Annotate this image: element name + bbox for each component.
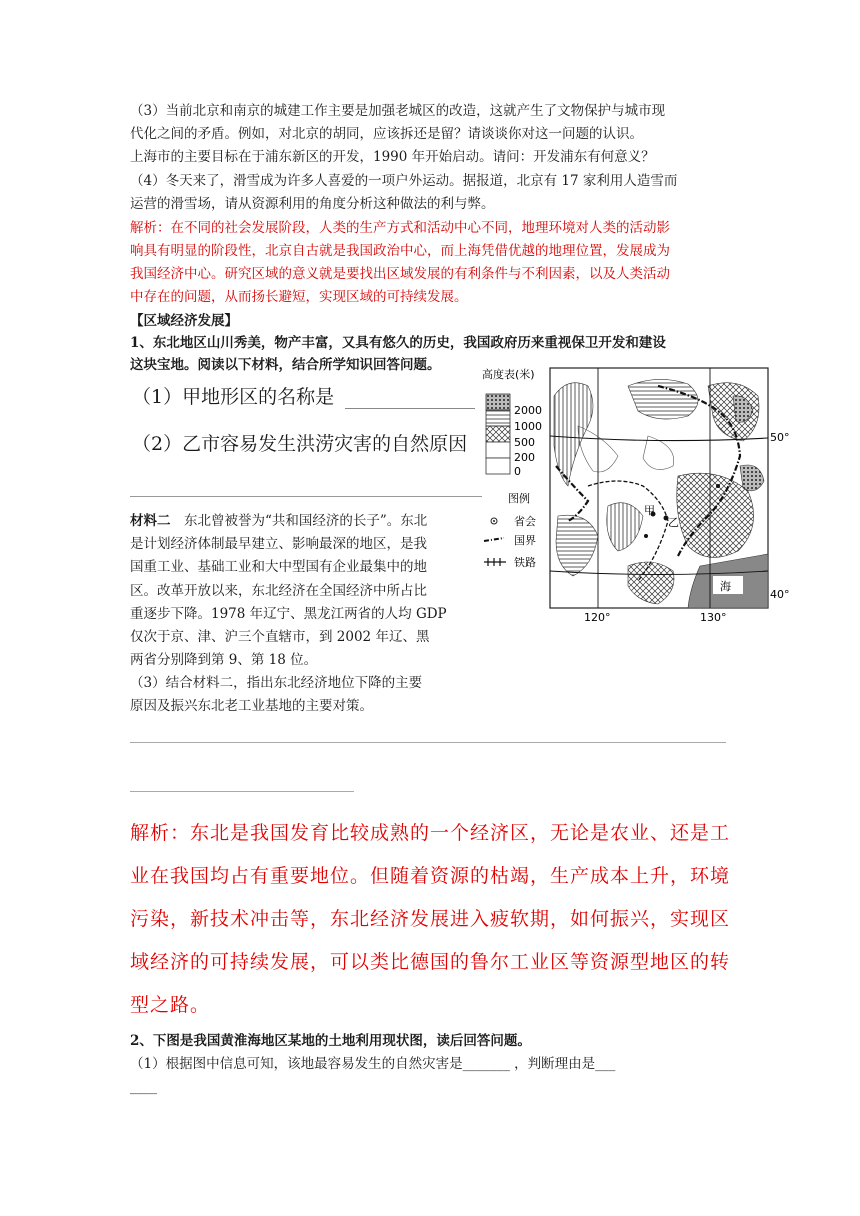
elevation-0: 0 xyxy=(514,465,521,478)
legend-railway: 铁路 xyxy=(514,556,536,569)
legend-capital: 省会 xyxy=(514,515,536,528)
sub-question-1: （1）甲地形区的名称是 xyxy=(132,386,335,408)
city-marker-4 xyxy=(716,484,720,488)
elevation-200: 200 xyxy=(514,451,535,464)
material-2-line-2: 是计划经济体制最早建立、影响最深的地区，是我 xyxy=(130,536,427,552)
legend-border: 国界 xyxy=(514,534,536,547)
question-2-line-2: （1）根据图中信息可知，该地最容易发生的自然灾害是_______ ，判断理由是___ xyxy=(130,1056,616,1072)
analysis-2-line-2: 业在我国均占有重要地位。但随着资源的枯竭，生产成本上升，环境 xyxy=(130,865,731,887)
elevation-swatch-1000 xyxy=(486,410,510,426)
material-2-line-1 xyxy=(130,510,427,534)
analysis-2-line-3: 污染，新技术冲击等，东北经济发展进入疲软期，如何振兴，实现区 xyxy=(130,908,731,930)
elevation-2000: 2000 xyxy=(514,404,542,417)
material-2-label: 材料二 xyxy=(130,513,171,529)
elevation-swatch-2000 xyxy=(486,394,510,410)
material-2-line-1-text: 东北曾被誉为“共和国经济的长子”。东北 xyxy=(170,513,428,529)
legend-title: 图例 xyxy=(508,492,530,505)
answer-line-1[interactable] xyxy=(130,742,726,743)
elevation-swatch-0 xyxy=(486,458,510,474)
elevation-500: 500 xyxy=(514,436,535,449)
label-yi: 乙 xyxy=(668,516,679,529)
question-1-line-1: 1、东北地区山川秀美，物产丰富，又具有悠久的历史，我国政府历来重视保卫开发和建设 xyxy=(130,335,666,351)
question-1-3-line-1: （3）结合材料二，指出东北经济地位下降的主要 xyxy=(130,675,423,691)
question-3-line-1: （3）当前北京和南京的城建工作主要是加强老城区的改造，这就产生了文物保护与城市现 xyxy=(130,103,666,119)
capital-symbol-dot-icon xyxy=(493,520,495,522)
material-2-line-7: 两省分别降到第 9、第 18 位。 xyxy=(130,652,318,668)
answer-blank-1[interactable] xyxy=(345,408,475,409)
answer-blank-2[interactable] xyxy=(130,496,482,497)
sub-question-2: （2）乙市容易发生洪涝灾害的自然原因 xyxy=(132,433,468,455)
railway-symbol-icon xyxy=(484,558,506,566)
lat-40-label: 40° xyxy=(770,588,790,601)
question-4-line-2: 运营的滑雪场，请从资源利用的角度分析这种做法的利与弊。 xyxy=(130,196,495,212)
analysis-2-line-1: 解析：东北是我国发育比较成熟的一个经济区，无论是农业、还是工 xyxy=(130,822,731,844)
elevation-title: 高度表(米) xyxy=(482,368,535,381)
analysis-2-line-4: 域经济的可持续发展，可以类比德国的鲁尔工业区等资源型地区的转 xyxy=(130,951,731,973)
city-marker-3 xyxy=(644,534,648,538)
analysis-2-line-5: 型之路。 xyxy=(130,994,211,1016)
lon-130-label: 130° xyxy=(700,611,727,624)
question-2-line-1: 2、下图是我国黄淮海地区某地的土地利用现状图，读后回答问题。 xyxy=(130,1033,531,1049)
analysis-1-line-1: 解析：在不同的社会发展阶段，人类的生产方式和活动中心不同，地理环境对人类的活动影 xyxy=(130,220,670,236)
question-3-line-2: 代化之间的矛盾。例如，对北京的胡同，应该拆还是留？请谈谈你对这一问题的认识。 xyxy=(130,126,643,142)
analysis-1-line-4: 中存在的问题，从而扬长避短，实现区域的可持续发展。 xyxy=(130,289,468,305)
material-2-line-3: 国重工业、基础工业和大中型国有企业最集中的地 xyxy=(130,559,427,575)
elevation-swatch-500 xyxy=(486,426,510,442)
material-2-line-4: 区。改革开放以来，东北经济在全国经济中所占比 xyxy=(130,583,427,599)
question-3-line-3: 上海市的主要目标在于浦东新区的开发，1990 年开始启动。请问：开发浦东有何意义？ xyxy=(130,149,655,165)
lat-50-label: 50° xyxy=(770,431,790,444)
section-title: 【区域经济发展】 xyxy=(130,313,238,329)
material-2-line-6: 仅次于京、津、沪三个直辖市，到 2002 年辽、黑 xyxy=(130,629,430,645)
elevation-1000: 1000 xyxy=(514,420,542,433)
elevation-swatch-200 xyxy=(486,442,510,458)
lon-120-label: 120° xyxy=(584,611,611,624)
label-jia: 甲 xyxy=(644,504,655,517)
border-symbol-icon xyxy=(484,538,504,541)
northeast-map-figure xyxy=(478,366,798,628)
question-1-3-line-2: 原因及振兴东北老工业基地的主要对策。 xyxy=(130,698,373,714)
question-1-line-2: 这块宝地。阅读以下材料，结合所学知识回答问题。 xyxy=(130,357,441,373)
answer-line-2[interactable] xyxy=(130,791,354,792)
analysis-1-line-2: 响具有明显的阶段性，北京自古就是我国政治中心，而上海凭借优越的地理位置，发展成为 xyxy=(130,243,670,259)
question-4-line-1: （4）冬天来了，滑雪成为许多人喜爱的一项户外运动。据报道，北京有 17 家利用人造雪而 xyxy=(130,173,678,189)
analysis-1-line-3: 我国经济中心。研究区域的意义就是要找出区域发展的有利条件与不利因素，以及人类活动 xyxy=(130,266,670,282)
material-2-line-5: 重逐步下降。1978 年辽宁、黑龙江两省的人均 GDP xyxy=(130,606,447,622)
sea-label: 海 xyxy=(720,580,731,593)
question-2-line-3: ____ xyxy=(130,1079,157,1095)
